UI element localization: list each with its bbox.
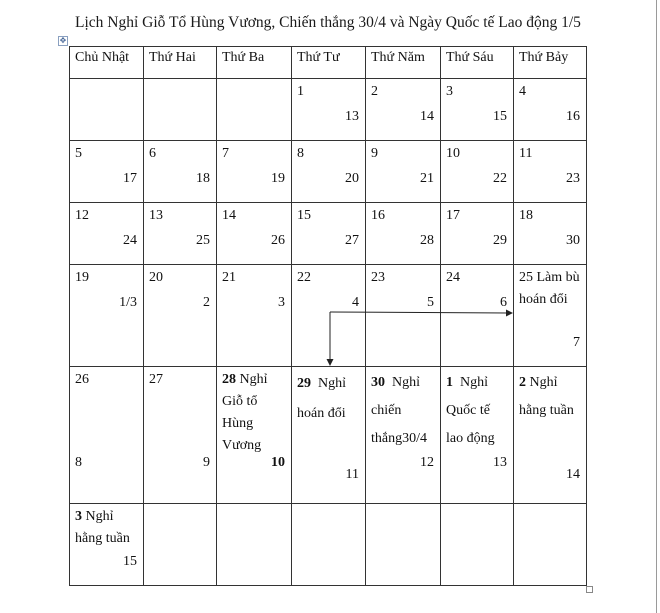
day-cell[interactable]: [217, 79, 292, 141]
holiday-cell-hung-kings[interactable]: [217, 367, 292, 504]
day-cell[interactable]: [70, 265, 144, 367]
solar-day: 20: [149, 270, 163, 285]
solar-day: 17: [446, 208, 460, 223]
solar-day: 14: [222, 208, 236, 223]
solar-day: 8: [297, 146, 304, 161]
lunar-day: 28: [420, 233, 434, 248]
solar-day: 6: [149, 146, 156, 161]
holiday-note: Nghỉ hằng tuần: [75, 509, 130, 546]
lunar-day: 16: [566, 109, 580, 124]
solar-day: 27: [149, 372, 163, 387]
day-cell[interactable]: [217, 203, 292, 265]
solar-day: 22: [297, 270, 311, 285]
lunar-day: 25: [196, 233, 210, 248]
solar-day: 21: [222, 270, 236, 285]
day-cell[interactable]: [514, 203, 587, 265]
lunar-day: 15: [493, 109, 507, 124]
holiday-cell-weekly[interactable]: [514, 367, 587, 504]
week-row: [70, 265, 587, 367]
day-cell[interactable]: [70, 141, 144, 203]
day-cell[interactable]: [70, 79, 144, 141]
header-saturday: Thứ Bảy: [514, 47, 587, 79]
solar-day: 29: [297, 376, 311, 391]
lunar-day: 23: [566, 171, 580, 186]
makeup-workday-note: 25 Làm bù hoán đổi: [519, 270, 580, 307]
day-cell[interactable]: [70, 367, 144, 504]
lunar-day: 3: [278, 295, 285, 310]
lunar-day: 22: [493, 171, 507, 186]
solar-day: 3: [446, 84, 453, 99]
solar-day: 2: [371, 84, 378, 99]
document-title: Lịch Nghỉ Giỗ Tổ Hùng Vương, Chiến thắng 30/4 và Ngày Quốc tế Lao động 1/5: [75, 14, 581, 31]
solar-day: 10: [446, 146, 460, 161]
holiday-note: Nghỉ Quốc tế lao động: [446, 375, 495, 446]
day-cell[interactable]: [144, 79, 217, 141]
day-cell[interactable]: [217, 265, 292, 367]
day-cell[interactable]: [366, 265, 441, 367]
solar-day: 7: [222, 146, 229, 161]
day-cell[interactable]: [441, 265, 514, 367]
holiday-cell-swap[interactable]: [292, 367, 366, 504]
page-edge: [656, 0, 657, 613]
makeup-workday-cell[interactable]: [514, 265, 587, 367]
lunar-day: 27: [345, 233, 359, 248]
solar-day: 23: [371, 270, 385, 285]
lunar-day: 30: [566, 233, 580, 248]
holiday-note: Nghỉ chiến thắng30/4: [371, 375, 427, 446]
day-cell[interactable]: [514, 141, 587, 203]
calendar-table: [69, 46, 587, 586]
day-cell[interactable]: [366, 141, 441, 203]
week-row: [70, 79, 587, 141]
lunar-day: 13: [493, 455, 507, 470]
lunar-day: 20: [345, 171, 359, 186]
header-sunday: Chủ Nhật: [70, 47, 144, 79]
lunar-day: 10: [271, 455, 285, 470]
solar-day: 28: [222, 372, 236, 387]
lunar-day: 17: [123, 171, 137, 186]
lunar-day: 13: [345, 109, 359, 124]
table-resize-handle[interactable]: [586, 586, 593, 593]
header-monday: Thứ Hai: [144, 47, 217, 79]
lunar-day: 12: [420, 455, 434, 470]
day-cell[interactable]: [292, 203, 366, 265]
lunar-day: 11: [345, 467, 359, 482]
holiday-cell-weekly[interactable]: [70, 504, 144, 586]
day-cell[interactable]: [144, 367, 217, 504]
week-row: [70, 504, 587, 586]
day-cell[interactable]: [366, 504, 441, 586]
day-cell[interactable]: [144, 203, 217, 265]
holiday-cell-victory[interactable]: [366, 367, 441, 504]
solar-day: 1: [297, 84, 304, 99]
day-cell[interactable]: [217, 141, 292, 203]
day-cell[interactable]: [366, 203, 441, 265]
day-cell[interactable]: [514, 504, 587, 586]
solar-day: 30: [371, 375, 385, 390]
header-thursday: Thứ Năm: [366, 47, 441, 79]
solar-day: 18: [519, 208, 533, 223]
holiday-note: Nghỉ hằng tuần: [519, 375, 574, 418]
lunar-day: 29: [493, 233, 507, 248]
day-cell[interactable]: [70, 203, 144, 265]
day-cell[interactable]: [144, 504, 217, 586]
lunar-day: 7: [573, 335, 580, 350]
lunar-day: 14: [566, 467, 580, 482]
header-tuesday: Thứ Ba: [217, 47, 292, 79]
day-cell[interactable]: [366, 79, 441, 141]
lunar-day: 2: [203, 295, 210, 310]
lunar-day: 18: [196, 171, 210, 186]
day-cell[interactable]: [441, 203, 514, 265]
solar-day: 12: [75, 208, 89, 223]
day-cell[interactable]: [441, 141, 514, 203]
solar-day: 1: [446, 375, 453, 390]
solar-day: 4: [519, 84, 526, 99]
lunar-day: 26: [271, 233, 285, 248]
solar-day: 3: [75, 509, 82, 524]
week-row: [70, 141, 587, 203]
table-move-handle-icon[interactable]: ✥: [59, 36, 67, 45]
day-cell[interactable]: [292, 79, 366, 141]
lunar-day: 4: [352, 295, 359, 310]
week-row: [70, 203, 587, 265]
solar-day: 5: [75, 146, 82, 161]
day-cell[interactable]: [441, 79, 514, 141]
solar-day: 24: [446, 270, 460, 285]
lunar-day: 1/3: [119, 295, 137, 310]
holiday-note: Nghỉ hoán đổi: [297, 376, 346, 421]
day-cell[interactable]: [514, 79, 587, 141]
day-cell[interactable]: [292, 141, 366, 203]
day-cell[interactable]: [217, 504, 292, 586]
solar-day: 26: [75, 372, 89, 387]
lunar-day: 21: [420, 171, 434, 186]
lunar-day: 5: [427, 295, 434, 310]
holiday-cell-labor-day[interactable]: [441, 367, 514, 504]
lunar-day: 14: [420, 109, 434, 124]
day-cell[interactable]: [292, 265, 366, 367]
lunar-day: 8: [75, 455, 82, 470]
lunar-day: 9: [203, 455, 210, 470]
header-wednesday: Thứ Tư: [292, 47, 366, 79]
day-cell[interactable]: [292, 504, 366, 586]
lunar-day: 24: [123, 233, 137, 248]
solar-day: 19: [75, 270, 89, 285]
solar-day: 15: [297, 208, 311, 223]
solar-day: 11: [519, 146, 533, 161]
day-cell[interactable]: [441, 504, 514, 586]
lunar-day: 19: [271, 171, 285, 186]
solar-day: 13: [149, 208, 163, 223]
solar-day: 9: [371, 146, 378, 161]
day-cell[interactable]: [144, 141, 217, 203]
lunar-day: 15: [123, 554, 137, 569]
solar-day: 2: [519, 375, 526, 390]
header-row: [70, 47, 587, 79]
day-cell[interactable]: [144, 265, 217, 367]
lunar-day: 6: [500, 295, 507, 310]
week-row: [70, 367, 587, 504]
header-friday: Thứ Sáu: [441, 47, 514, 79]
solar-day: 16: [371, 208, 385, 223]
holiday-note: Nghỉ Giỗ tổ Hùng Vương: [222, 372, 268, 453]
